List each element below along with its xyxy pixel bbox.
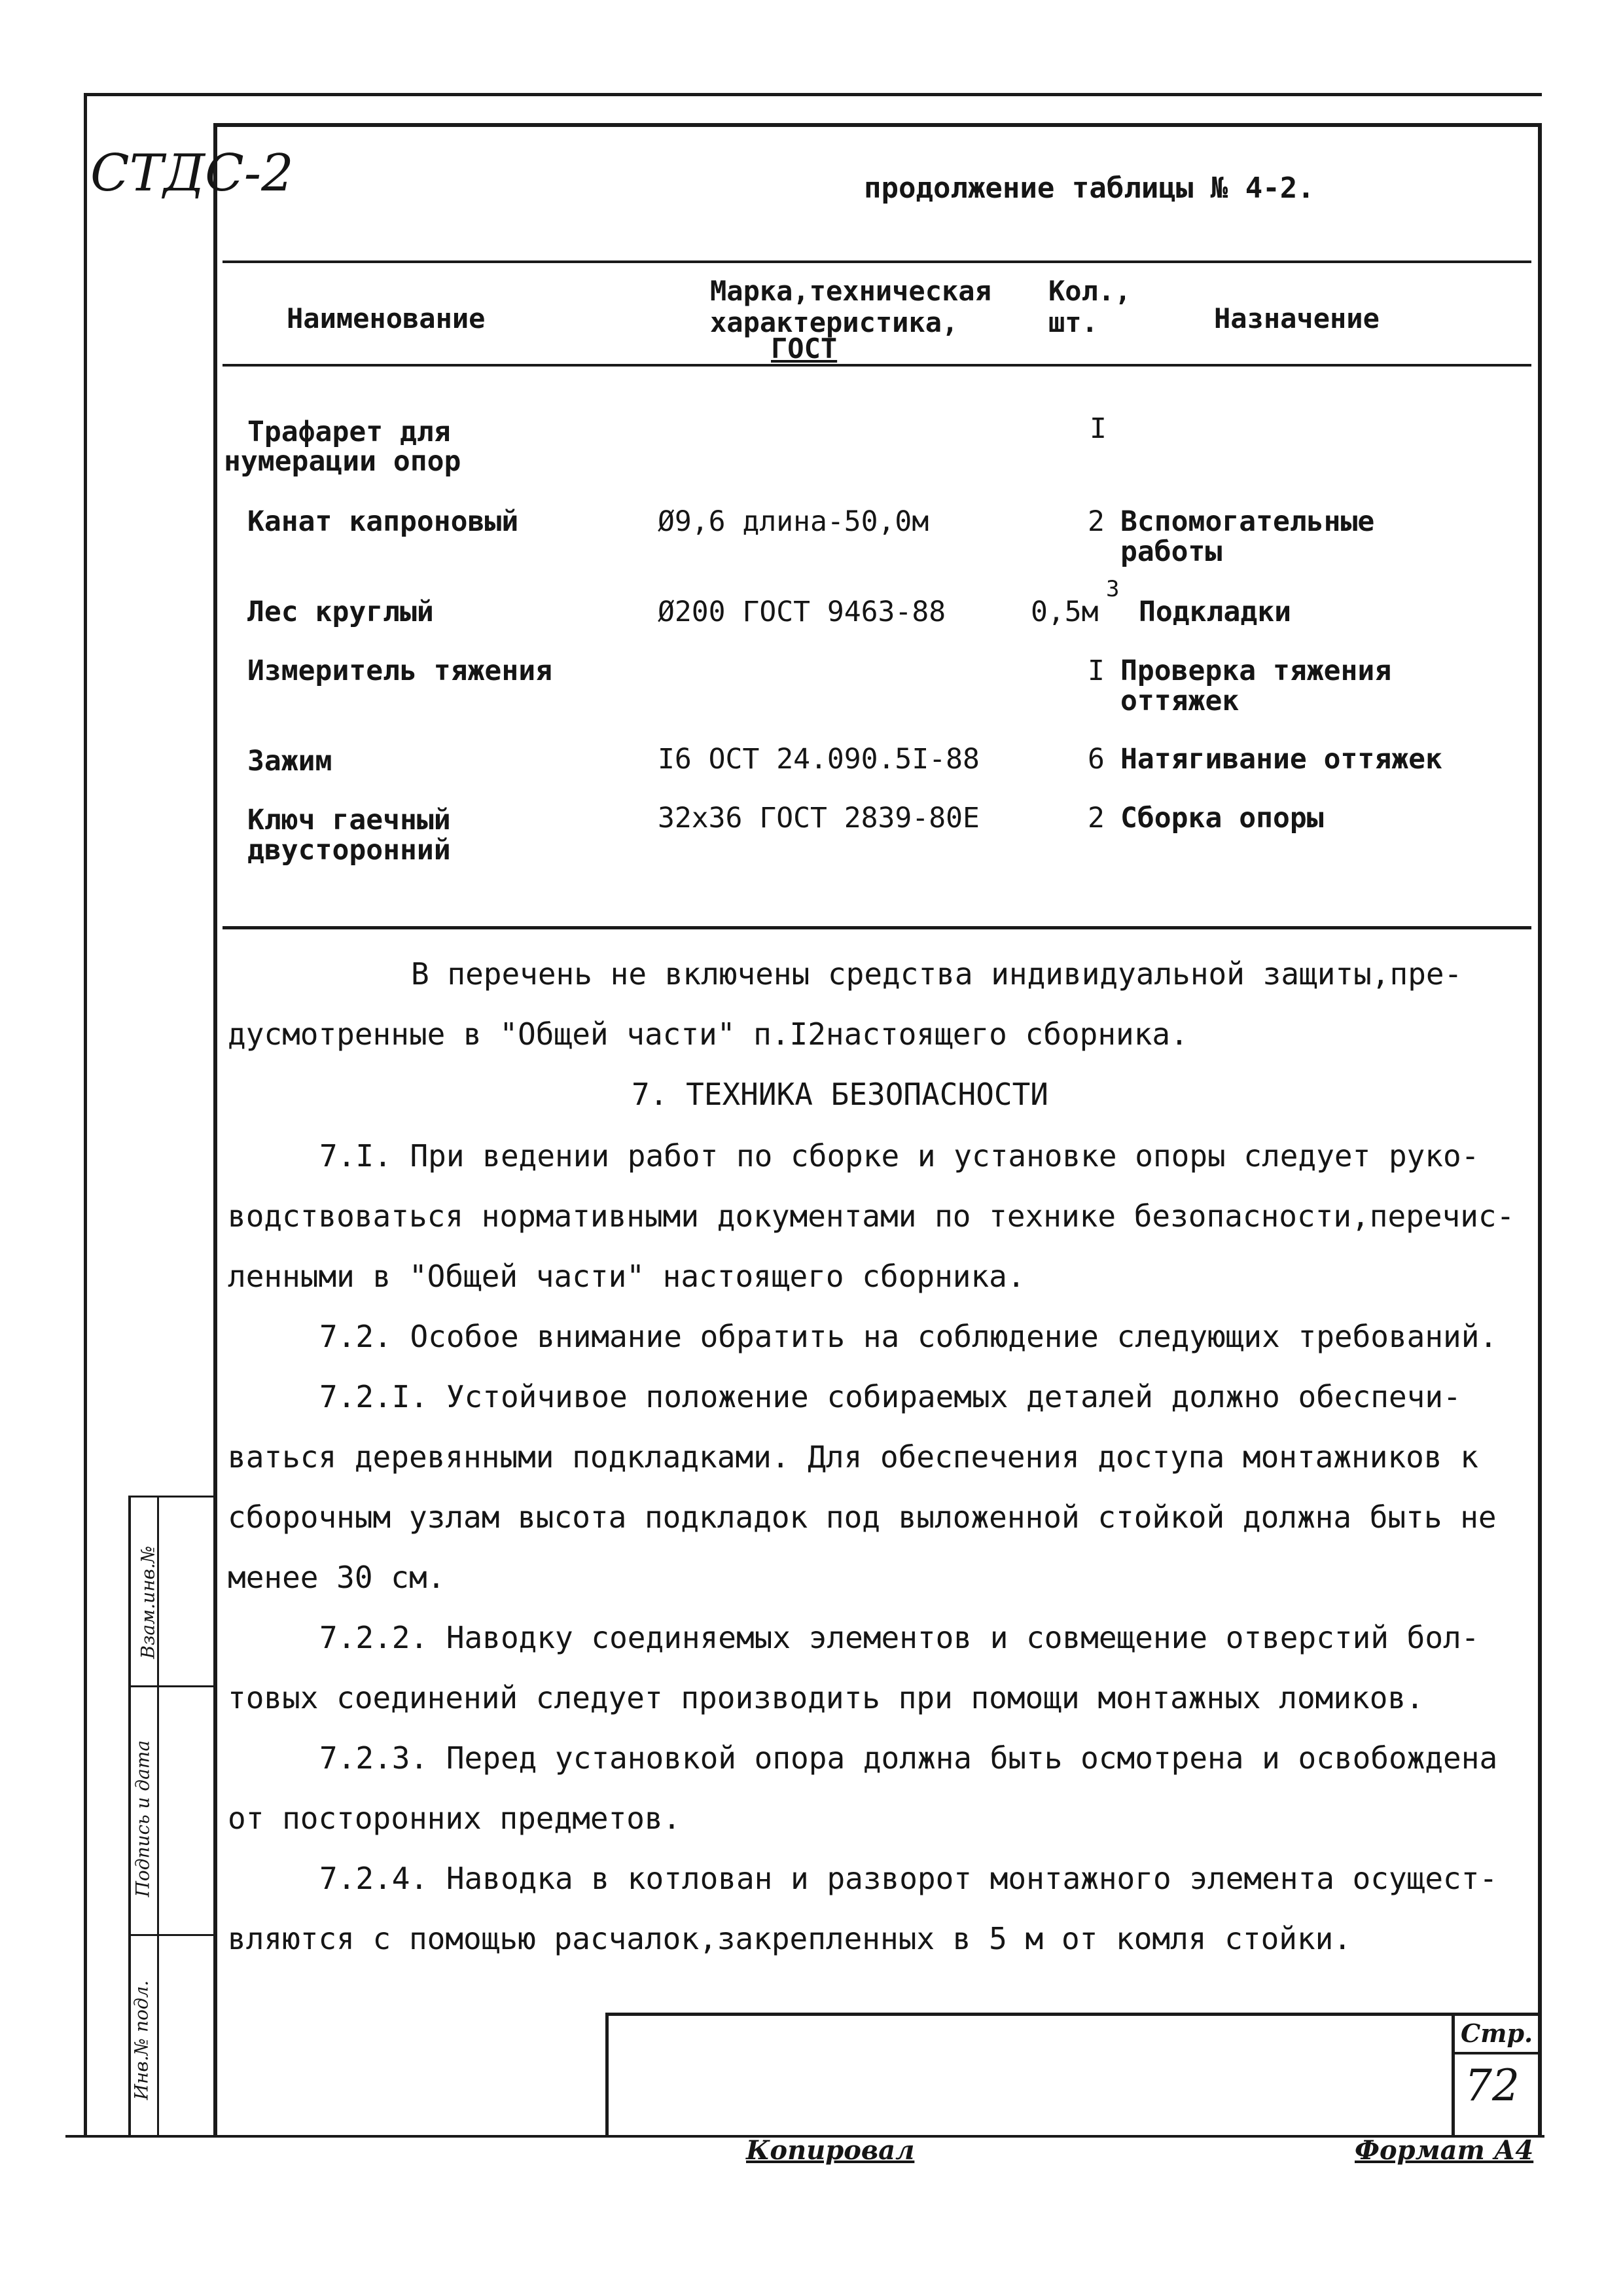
note-line: дусмотренные в "Общей части" п.I2настоящего сборника.	[228, 1016, 1188, 1052]
margin-label-replace-inv: Взам.инв.№	[137, 1545, 159, 1659]
row-name-line2: нумерации опор	[224, 445, 461, 478]
paragraph-line: сборочным узлам высота подкладок под выложенной стойкой должна быть не	[228, 1499, 1497, 1535]
row-purpose-line1: Проверка тяжения	[1120, 655, 1392, 687]
paragraph-line: 7.2.2. Наводку соединяемых элементов и совмещение отверстий бол-	[319, 1620, 1480, 1655]
row-qty: 6	[1088, 743, 1105, 776]
footer-copied: Копировал	[746, 2135, 915, 2166]
row-purpose-line2: работы	[1120, 535, 1222, 568]
table-top-rule	[223, 260, 1531, 263]
row-qty: 2	[1088, 802, 1105, 834]
column-header-qty-line2: шт.	[1048, 306, 1098, 338]
margin-label-inv-orig: Инв.№ подл.	[130, 1980, 152, 2100]
outer-frame-left	[84, 93, 87, 2135]
note-line: В перечень не включены средства индивидуальной защиты,пре-	[411, 956, 1463, 992]
row-name-line1: Ключ гаечный	[247, 804, 451, 836]
row-name-line1: Измеритель тяжения	[247, 655, 552, 687]
paragraph-line: ваться деревянными подкладками. Для обеспечения доступа монтажников к	[228, 1439, 1478, 1475]
column-header-purpose: Назначение	[1214, 302, 1380, 334]
paragraph-line: 7.I. При ведении работ по сборке и установке опоры следует руко-	[319, 1138, 1480, 1174]
row-mark: Ø200 ГОСТ 9463-88	[658, 596, 946, 628]
margin-strip-sep1	[128, 1685, 213, 1687]
row-qty: 2	[1088, 505, 1105, 538]
row-qty: I	[1090, 412, 1107, 445]
row-name-line1: Трафарет для	[247, 416, 451, 448]
row-name-line1: Зажим	[247, 745, 332, 778]
row-purpose-line1: Вспомогательные	[1120, 505, 1375, 538]
table-header-rule	[223, 364, 1531, 367]
paragraph-line: 7.2.I. Устойчивое положение собираемых деталей должно обеспечи-	[319, 1379, 1461, 1414]
row-mark: Ø9,6 длина-50,0м	[658, 505, 929, 538]
stamp-top-rule	[605, 2013, 1542, 2016]
inner-frame-left	[213, 123, 217, 2135]
inner-frame-top	[213, 123, 1542, 127]
row-qty: 0,5м	[1031, 596, 1099, 628]
corner-mark: СТДС-2	[90, 144, 294, 203]
stamp-page-label-rule	[1452, 2052, 1542, 2054]
footer-format: Формат А4	[1355, 2135, 1534, 2166]
row-name-line1: Лес круглый	[247, 596, 434, 628]
margin-strip-sep2	[128, 1934, 213, 1936]
column-header-mark-line2: характеристика,	[710, 306, 959, 338]
column-header-mark-line3: ГОСТ	[771, 332, 838, 365]
row-name-line1: Канат капроновый	[247, 505, 519, 538]
margin-label-sign-date: Подпись и дата	[132, 1740, 154, 1897]
paragraph-line: 7.2.4. Наводка в котлован и разворот монтажного элемента осущест-	[319, 1861, 1498, 1896]
row-purpose-line2: оттяжек	[1120, 685, 1240, 717]
paragraph-line: менее 30 см.	[228, 1560, 446, 1595]
row-qty-superscript: 3	[1106, 576, 1120, 602]
table-continuation-title: продолжение таблицы № 4-2.	[864, 171, 1315, 205]
column-header-mark-line1: Марка,техническая	[710, 275, 991, 307]
paragraph-line: вляются с помощью расчалок,закрепленных в 5 м от комля стойки.	[228, 1921, 1352, 1956]
row-purpose-line1: Подкладки	[1139, 596, 1291, 628]
row-mark: I6 ОСТ 24.090.5I-88	[658, 743, 980, 776]
page-number-label: Стр.	[1461, 2018, 1533, 2048]
section-title: 7. ТЕХНИКА БЕЗОПАСНОСТИ	[632, 1077, 1048, 1112]
paragraph-line: 7.2. Особое внимание обратить на соблюдение следующих требований.	[319, 1319, 1498, 1354]
paragraph-line: 7.2.3. Перед установкой опора должна быть осмотрена и освобождена	[319, 1740, 1498, 1776]
column-header-qty-line1: Кол.,	[1048, 275, 1132, 307]
row-name-line2: двусторонний	[247, 834, 451, 867]
table-bottom-rule	[223, 926, 1531, 929]
row-qty: I	[1088, 655, 1105, 687]
column-header-name: Наименование	[287, 302, 486, 334]
margin-strip-top-rule	[128, 1496, 213, 1498]
paragraph-line: ленными в "Общей части" настоящего сборника.	[228, 1259, 1026, 1294]
paragraph-line: товых соединений следует производить при помощи монтажных ломиков.	[228, 1680, 1424, 1715]
paragraph-line: водствоваться нормативными документами по технике безопасности,перечис-	[228, 1198, 1515, 1234]
stamp-page-divider	[1452, 2013, 1455, 2135]
row-mark: 32x36 ГОСТ 2839-80Е	[658, 802, 980, 834]
row-purpose-line1: Натягивание оттяжек	[1120, 743, 1442, 776]
paragraph-line: от посторонних предметов.	[228, 1801, 681, 1836]
page-number: 72	[1465, 2060, 1520, 2111]
stamp-left-rule	[605, 2013, 609, 2135]
outer-frame-top	[84, 93, 1542, 96]
inner-frame-right	[1538, 123, 1542, 2135]
row-purpose-line1: Сборка опоры	[1120, 802, 1324, 834]
